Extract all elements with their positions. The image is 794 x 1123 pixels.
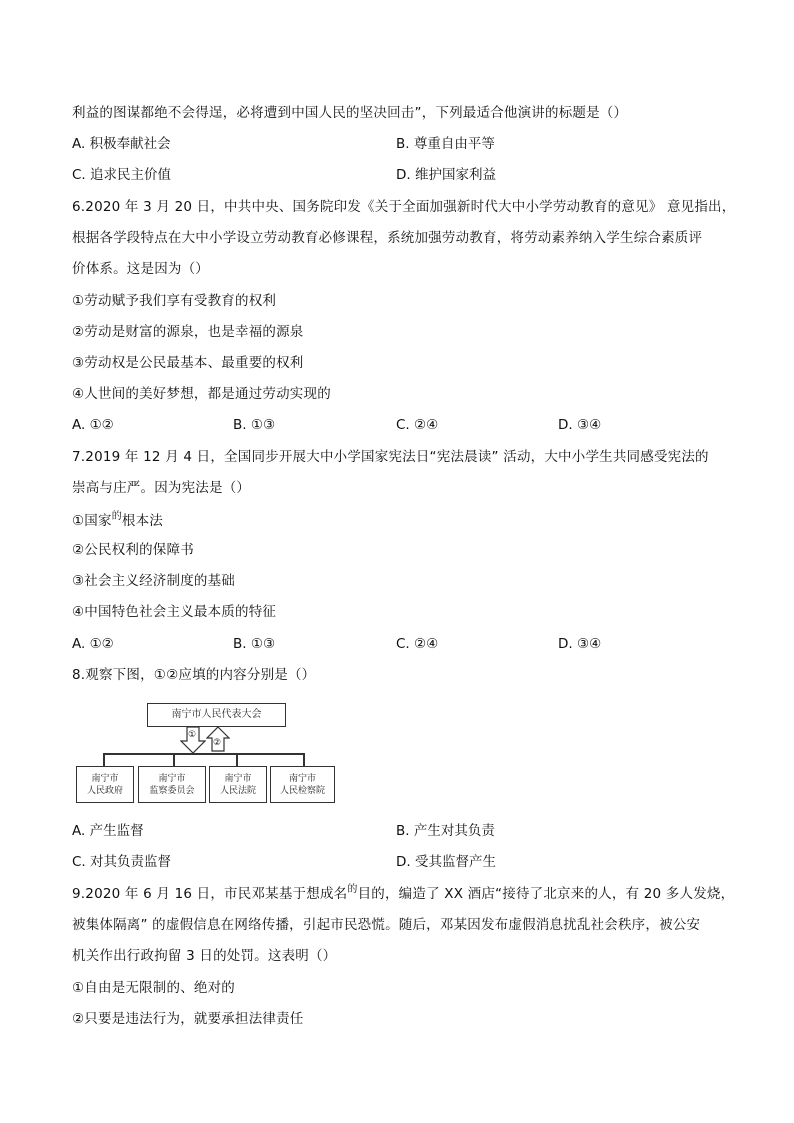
q7-stem-line-2: 崇高与庄严。因为宪法是（） [72,480,251,496]
diagram-connector-1 [103,753,105,766]
q9-line-1-post: 目的，编造了 XX 酒店“接待了北京来的人，有 20 多人发烧， [357,886,735,902]
box-line-2: 人民政府 [86,785,123,796]
diagram-box-government [76,766,134,803]
q9-stem-line-1 [72,885,734,905]
q5-option-c: C. 追求民主价值 [72,167,172,183]
q5-stem-tail: 利益的图谋都绝不会得逞，必将遭到中国人民的坚决回击”，下列最适合他演讲的标题是（） [72,105,628,121]
q9-stem-line-3: 机关作出行政拘留 3 日的处罚。这表明（） [72,948,337,964]
diagram-box-procuratorate [270,766,335,803]
box-line-1: 南宁市 [224,773,252,784]
q6-option-a: A. ①② [72,417,114,433]
q6-statement-3: ③劳动权是公民最基本、最重要的权利 [72,355,304,371]
npc-structure-diagram [70,698,350,808]
q6-statement-4: ④人世间的美好梦想，都是通过劳动实现的 [72,386,331,402]
q9-stem-line-2: 被集体隔离” 的虚假信息在网络传播，引起市民恐慌。随后，邓某因发布虚假消息扰乱社会秩序，被公安 [72,917,701,933]
q8-option-c: C. 对其负责监督 [72,854,172,870]
q7-statement-1-sup: 的 [111,511,122,522]
q7-statement-4: ④中国特色社会主义最本质的特征 [72,604,277,620]
q7-statement-1-pre: ①国家 [72,513,112,529]
box-line-1: 南宁市 [158,773,186,784]
diagram-top-label: 南宁市人民代表大会 [171,709,262,720]
box-line-2: 人民检察院 [279,785,325,796]
q7-statement-1 [72,512,163,532]
box-line-1: 南宁市 [288,773,316,784]
diagram-box-supervision [138,766,206,803]
arrow-up-label: ② [213,738,222,748]
diagram-box-court [209,766,267,803]
q5-option-a: A. 积极奉献社会 [72,136,171,152]
arrow-down-label: ① [188,730,197,740]
q7-option-c: C. ②④ [396,636,439,652]
q6-stem-line-3: 价体系。这是因为（） [72,261,209,277]
q7-stem-line-1: 7.2019 年 12 月 4 日，全国同步开展大中小学国家宪法日“宪法晨读” 活动，大中小学生共同感受宪法的 [72,449,709,465]
q6-statement-2: ②劳动是财富的源泉，也是幸福的源泉 [72,324,304,340]
q6-option-d: D. ③④ [558,417,602,433]
q7-option-a: A. ①② [72,636,114,652]
q8-option-a: A. 产生监督 [72,823,144,839]
q9-statement-1: ①自由是无限制的、绝对的 [72,980,236,996]
q8-option-b: B. 产生对其负责 [396,823,495,839]
diagram-top-box [147,703,286,727]
diagram-horizontal-connector [103,753,303,755]
q8-stem: 8.观察下图，①②应填的内容分别是（） [72,667,316,683]
q7-statement-3: ③社会主义经济制度的基础 [72,573,236,589]
q9-line-1-pre: 9.2020 年 6 月 16 日，市民邓某基于想成名 [72,886,348,902]
diagram-connector-3 [236,753,238,766]
diagram-connector-2 [173,753,175,766]
q7-statement-1-post: 根本法 [121,513,164,529]
q8-option-d: D. 受其监督产生 [396,854,496,870]
box-line-2: 监察委员会 [149,785,195,796]
q6-statement-1: ①劳动赋予我们享有受教育的权利 [72,293,277,309]
q6-stem-line-1: 6.2020 年 3 月 20 日，中共中央、国务院印发《关于全面加强新时代大中小学劳动教育的意见》 意见指出， [72,199,736,215]
q7-statement-2: ②公民权利的保障书 [72,542,194,558]
q9-line-1-sup: 的 [347,884,358,895]
q5-option-d: D. 维护国家利益 [396,167,496,183]
q7-option-d: D. ③④ [558,636,602,652]
diagram-connector-4 [303,753,305,766]
q6-option-b: B. ①③ [233,417,276,433]
q6-stem-line-2: 根据各学段特点在大中小学设立劳动教育必修课程，系统加强劳动教育，将劳动素养纳入学生综合素质评 [72,230,703,246]
q5-option-b: B. 尊重自由平等 [396,136,495,152]
box-line-2: 人民法院 [219,785,256,796]
q6-option-c: C. ②④ [396,417,439,433]
q7-option-b: B. ①③ [233,636,276,652]
box-line-1: 南宁市 [91,773,119,784]
q9-statement-2: ②只要是违法行为，就要承担法律责任 [72,1011,304,1027]
